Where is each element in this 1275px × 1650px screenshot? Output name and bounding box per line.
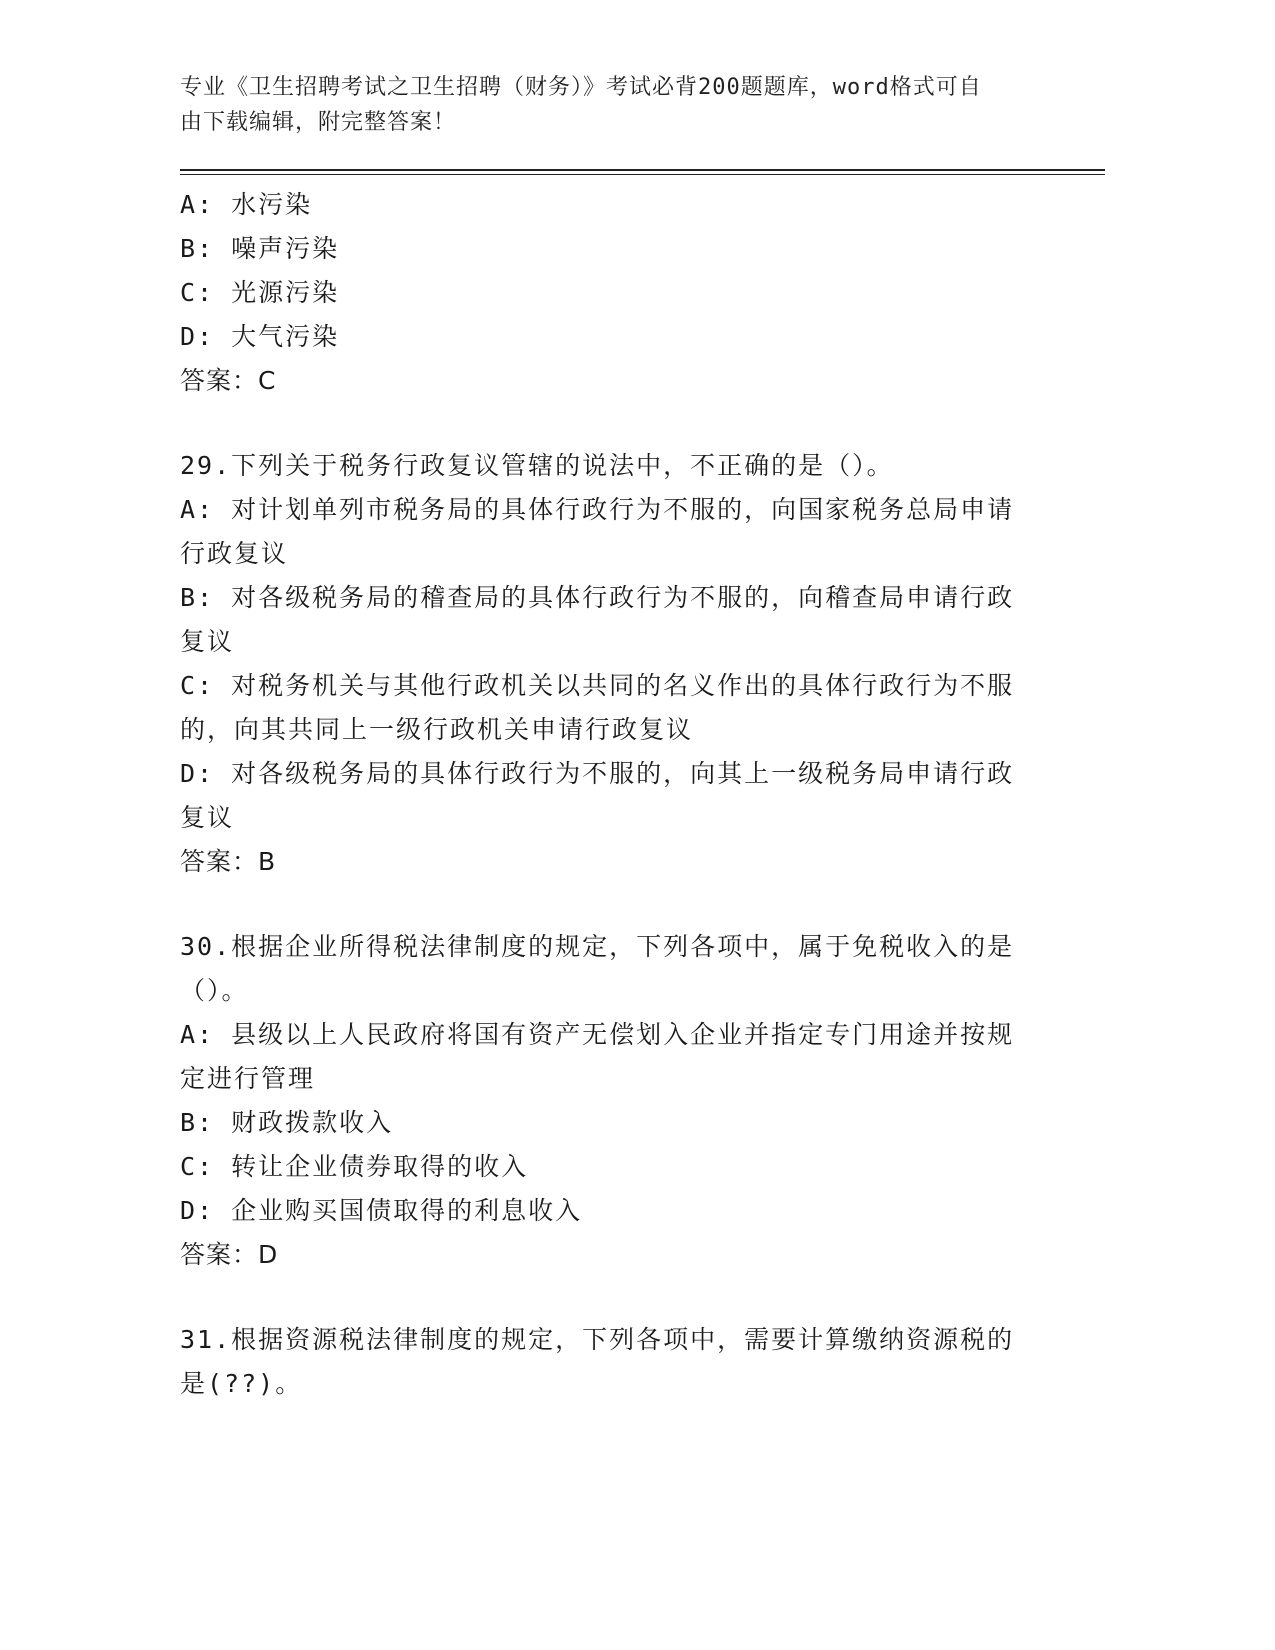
question-block-30 <box>180 925 1030 1277</box>
option-d: D: 大气污染 <box>180 322 340 351</box>
question-stem: 29.下列关于税务行政复议管辖的说法中，不正确的是（）。 <box>180 451 894 480</box>
option-c-line-2: 的，向其共同上一级行政机关申请行政复议 <box>180 715 694 744</box>
option-a: A: 水污染 <box>180 190 313 219</box>
question-stem-line-1: 31.根据资源税法律制度的规定，下列各项中，需要计算缴纳资源税的 <box>180 1325 1015 1354</box>
option-c-line-1: C: 对税务机关与其他行政机关以共同的名义作出的具体行政行为不服 <box>180 671 1015 700</box>
question-block-28 <box>180 183 1030 403</box>
option-a-line-2: 行政复议 <box>180 539 289 568</box>
option-b-line-1: B: 对各级税务局的稽查局的具体行政行为不服的，向稽查局申请行政 <box>180 583 1015 612</box>
option-b: B: 噪声污染 <box>180 234 340 263</box>
option-d: D: 企业购买国债取得的利息收入 <box>180 1196 583 1225</box>
document-header <box>180 70 1060 140</box>
option-a-line-1: A: 对计划单列市税务局的具体行政行为不服的，向国家税务总局申请 <box>180 495 1015 524</box>
answer: 答案：C <box>180 366 277 395</box>
option-c: C: 转让企业债券取得的收入 <box>180 1152 529 1181</box>
question-block-29 <box>180 444 1030 884</box>
answer: 答案：D <box>180 1240 279 1269</box>
document-body <box>180 183 1030 1406</box>
option-d-line-1: D: 对各级税务局的具体行政行为不服的，向其上一级税务局申请行政 <box>180 759 1015 788</box>
header-divider-thick <box>180 169 1105 171</box>
header-line-2: 由下载编辑，附完整答案！ <box>180 110 457 135</box>
option-a-line-2: 定进行管理 <box>180 1064 316 1093</box>
question-stem-line-2: 是(??)。 <box>180 1369 303 1398</box>
option-b: B: 财政拨款收入 <box>180 1108 394 1137</box>
question-block-31 <box>180 1318 1030 1406</box>
answer: 答案：B <box>180 847 277 876</box>
question-stem-line-1: 30.根据企业所得税法律制度的规定，下列各项中，属于免税收入的是 <box>180 932 1015 961</box>
header-divider-thin <box>180 174 1105 175</box>
header-line-1: 专业《卫生招聘考试之卫生招聘（财务）》考试必背200题题库，word格式可自 <box>180 75 982 100</box>
question-stem-line-2: （）。 <box>180 976 249 1005</box>
option-d-line-2: 复议 <box>180 803 235 832</box>
option-a-line-1: A: 县级以上人民政府将国有资产无偿划入企业并指定专门用途并按规 <box>180 1020 1015 1049</box>
option-b-line-2: 复议 <box>180 627 235 656</box>
option-c: C: 光源污染 <box>180 278 340 307</box>
